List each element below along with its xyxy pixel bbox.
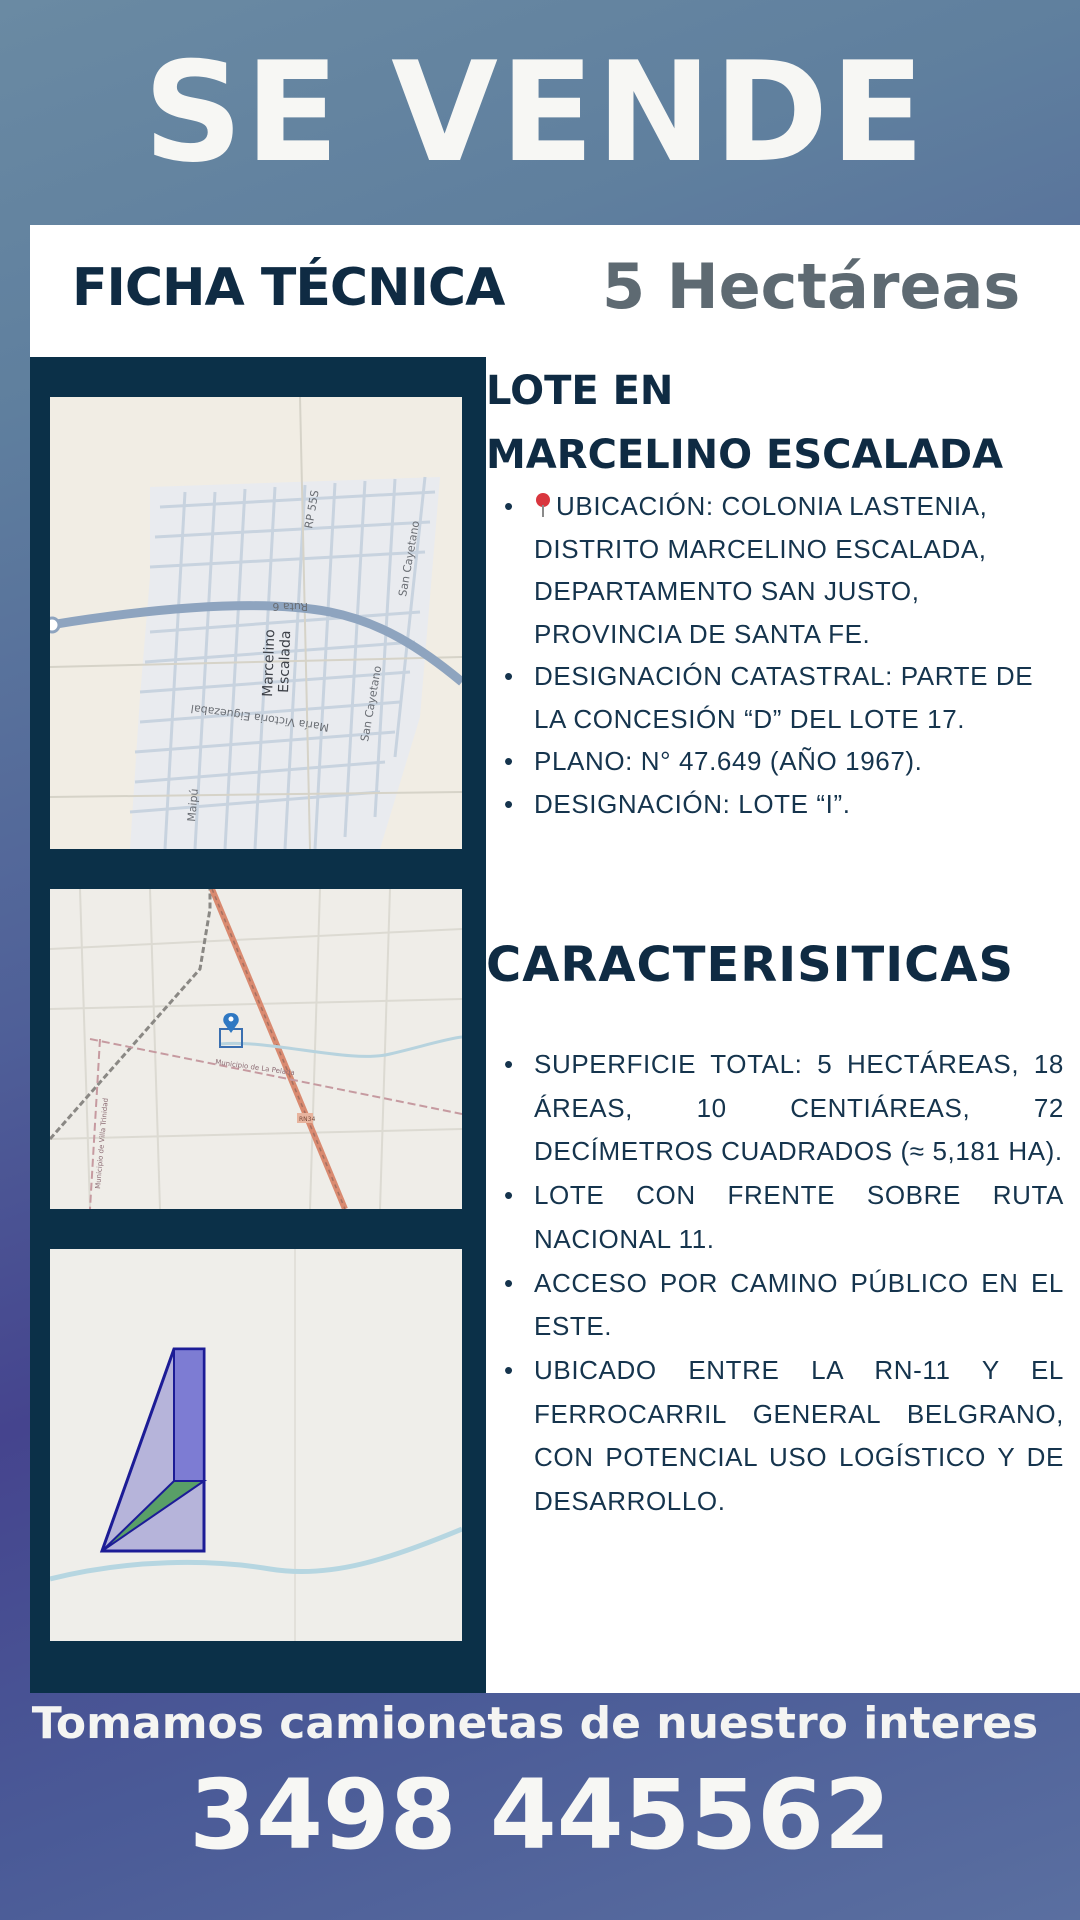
- lote-title-line1: LOTE EN: [486, 368, 674, 414]
- tech-sheet: [30, 225, 1080, 1693]
- list-item: • PLANO: N° 47.649 (AÑO 1967).: [504, 740, 1064, 783]
- sheet-title: FICHA TÉCNICA: [72, 258, 505, 318]
- map-label: Maipú: [185, 788, 201, 823]
- list-item: • LOTE CON FRENTE SOBRE RUTA NACIONAL 11.: [504, 1174, 1064, 1261]
- sheet-header: [30, 225, 1080, 357]
- map-label: Escalada: [276, 630, 295, 694]
- map-label: Municipio de Villa Trinidad: [94, 1097, 110, 1190]
- headline: SE VENDE: [143, 32, 927, 193]
- map-label: Municipio de La Pelada: [214, 1058, 296, 1078]
- list-item: • SUPERFICIE TOTAL: 5 HECTÁREAS, 18 ÁREAS, 10 CENTIÁREAS, 72 DECÍMETROS CUADRADOS (≈ 5,181 HA).: [504, 1043, 1064, 1174]
- map-column: [30, 357, 486, 1693]
- caracteristicas-list: [504, 1043, 1064, 1524]
- footer-note: Tomamos camionetas de nuestro interes: [31, 1698, 1039, 1749]
- contact-phone[interactable]: 3498 445562: [189, 1759, 891, 1871]
- lote-title-line2: MARCELINO ESCALADA: [486, 432, 1004, 478]
- map-label: San Cayetano: [358, 664, 385, 743]
- map-label: RP 55S: [302, 489, 322, 530]
- town-map: [50, 397, 462, 849]
- map-label: Marcelino: [260, 628, 279, 698]
- list-item: • ACCESO POR CAMINO PÚBLICO EN EL ESTE.: [504, 1262, 1064, 1349]
- map-label: RN34: [299, 1116, 316, 1123]
- route-map: [50, 889, 462, 1209]
- pin-icon: [534, 492, 552, 518]
- list-item: [504, 485, 1064, 655]
- map-label: María Victoria Eiguezabal: [190, 701, 330, 734]
- lote-list: [504, 485, 1064, 825]
- info-panel: [486, 357, 1080, 1693]
- list-item: • UBICADO ENTRE LA RN-11 Y EL FERROCARRIL GENERAL BELGRANO, CON POTENCIAL USO LOGÍSTICO Y DE DESARROLLO.: [504, 1349, 1064, 1524]
- caracteristicas-title: CARACTERISITICAS: [486, 937, 1015, 993]
- map-label: San Cayetano: [396, 519, 423, 598]
- map-label: Ruta 6: [272, 600, 308, 613]
- plot-map: [50, 1249, 462, 1641]
- list-item: • DESIGNACIÓN: LOTE “I”.: [504, 783, 1064, 826]
- sheet-size: 5 Hectáreas: [602, 250, 1021, 323]
- list-item: • DESIGNACIÓN CATASTRAL: PARTE DE LA CONCESIÓN “D” DEL LOTE 17.: [504, 655, 1064, 740]
- lote-item-text: UBICACIÓN: COLONIA LASTENIA, DISTRITO MARCELINO ESCALADA, DEPARTAMENTO SAN JUSTO, PROVINCIA DE SANTA FE.: [534, 491, 988, 649]
